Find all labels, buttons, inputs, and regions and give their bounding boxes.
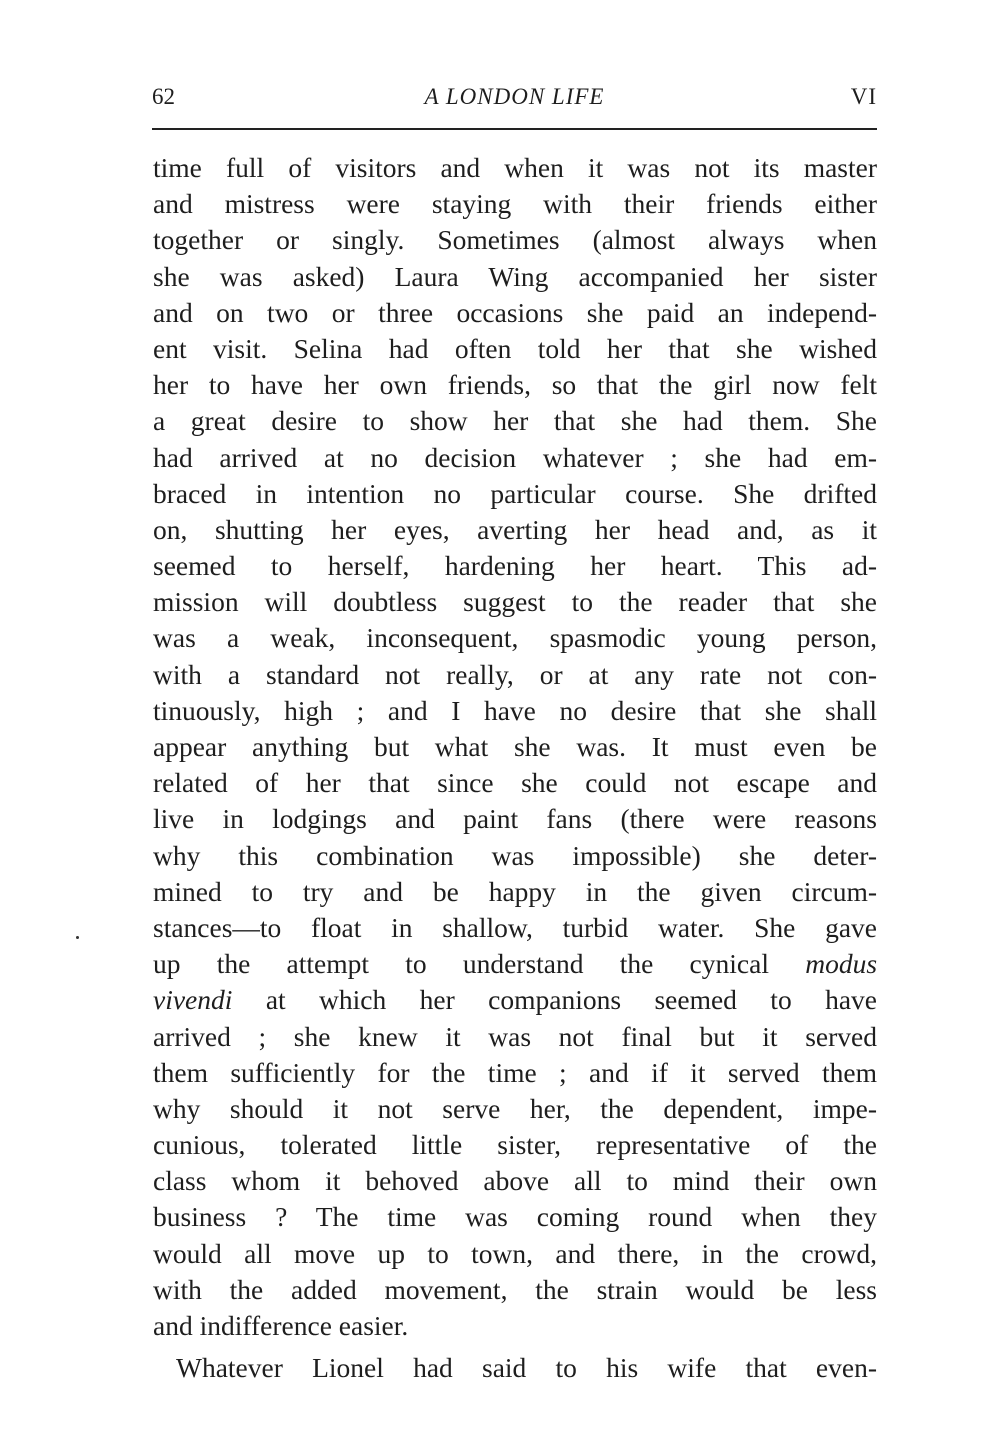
text-fragment: up the attempt to understand the cynical (153, 948, 769, 980)
text-line: seemed to herself, hardening her heart. This ad- (153, 550, 877, 582)
text-line: class whom it behoved above all to mind their own (153, 1165, 877, 1197)
running-header (152, 84, 877, 120)
text-line: with the added movement, the strain would be less (153, 1273, 877, 1305)
text-line: stances—to float in shallow, turbid water. She gave (153, 911, 877, 943)
text-line: arrived ; she knew it was not final but it served (153, 1020, 877, 1052)
text-line: live in lodgings and paint fans (there were reasons (153, 803, 877, 835)
text-line: on, shutting her eyes, averting her head and, as it (153, 513, 877, 545)
text-line: a great desire to show her that she had them. She (153, 405, 877, 437)
chapter-number: VI (850, 84, 877, 109)
text-line: business ? The time was coming round when they (153, 1201, 877, 1233)
text-line: with a standard not really, or at any rate not con- (153, 658, 877, 690)
text-line: would all move up to town, and there, in the crowd, (153, 1237, 877, 1269)
text-line: had arrived at no decision whatever ; she had em- (153, 441, 877, 473)
paragraph-end-line: and indifference easier. (153, 1310, 409, 1341)
italic-phrase: vivendi (153, 984, 233, 1016)
text-line: was a weak, inconsequent, spasmodic young person, (153, 622, 877, 654)
header-rule (152, 128, 877, 130)
text-line: she was asked) Laura Wing accompanied her sister (153, 260, 877, 292)
text-line: related of her that since she could not escape and (153, 767, 877, 799)
text-line: why this combination was impossible) she deter- (153, 839, 877, 871)
text-line: and mistress were staying with their friends either (153, 188, 877, 220)
text-line: and on two or three occasions she paid an independ- (153, 296, 877, 328)
text-line: ent visit. Selina had often told her that she wished (153, 332, 877, 364)
text-line-vivendi (153, 982, 877, 1018)
text-fragment: at which her companions seemed to have (265, 984, 878, 1016)
text-line: braced in intention no particular course. She drifted (153, 477, 877, 509)
text-line: mission will doubtless suggest to the reader that she (153, 586, 877, 618)
running-title: A LONDON LIFE (424, 84, 605, 109)
text-line: time full of visitors and when it was not its master (153, 152, 877, 183)
text-line: them sufficiently for the time ; and if it served them (153, 1056, 877, 1088)
margin-speck (76, 936, 79, 939)
text-line: mined to try and be happy in the given circum- (153, 875, 877, 907)
page-number: 62 (152, 84, 175, 109)
italic-phrase: modus (805, 948, 878, 980)
text-line: cunious, tolerated little sister, representative of the (153, 1129, 877, 1161)
body-text (153, 150, 877, 1386)
text-line: her to have her own friends, so that the girl now felt (153, 369, 877, 401)
next-paragraph-start: Whatever Lionel had said to his wife that even- (176, 1352, 877, 1384)
text-line: appear anything but what she was. It must even be (153, 731, 877, 762)
text-line: why should it not serve her, the dependent, impe- (153, 1092, 877, 1124)
text-line: tinuously, high ; and I have no desire that she shall (153, 694, 877, 726)
text-line: together or singly. Sometimes (almost always when (153, 224, 877, 256)
text-line-modus (153, 946, 877, 982)
